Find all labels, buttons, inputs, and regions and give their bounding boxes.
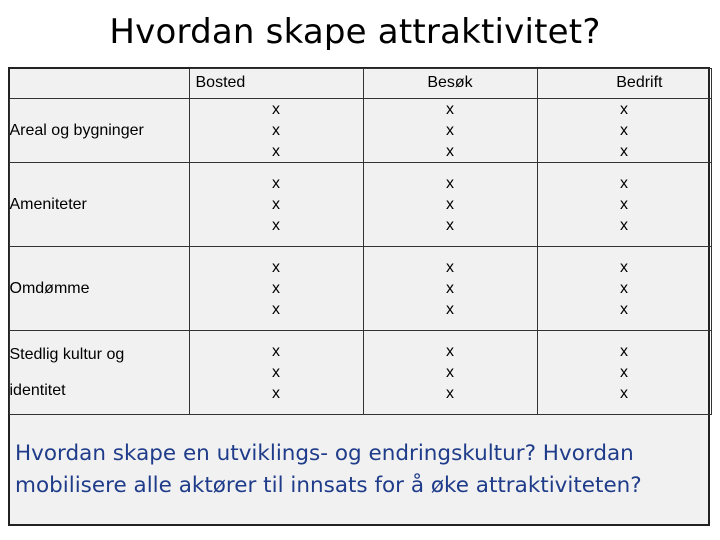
cell-bedrift — [537, 163, 711, 247]
table-row — [9, 331, 711, 415]
x-mark: x — [272, 217, 280, 234]
cell-bosted — [189, 247, 363, 331]
x-mark: x — [446, 217, 454, 234]
x-mark: x — [620, 217, 628, 234]
x-mark: x — [446, 101, 454, 118]
x-mark: x — [272, 343, 280, 360]
cell-besok — [363, 247, 537, 331]
cell-bosted — [189, 163, 363, 247]
cell-besok — [363, 331, 537, 415]
x-mark: x — [272, 122, 280, 139]
header-corner-cell — [9, 68, 189, 99]
x-mark: x — [620, 259, 628, 276]
x-mark: x — [272, 364, 280, 381]
table-row — [9, 247, 711, 331]
x-mark: x — [446, 143, 454, 160]
x-mark: x — [272, 143, 280, 160]
row-label-ameniteter: Ameniteter — [9, 163, 189, 247]
cell-bosted — [189, 99, 363, 163]
column-header-bosted: Bosted — [189, 68, 363, 99]
row-label-stedlig-kultur — [9, 331, 189, 415]
x-mark: x — [446, 122, 454, 139]
x-mark: x — [620, 196, 628, 213]
row-label-line: identitet — [9, 381, 66, 399]
x-mark: x — [620, 143, 628, 160]
mobilization-question: Hvordan skape en utviklings- og endringskultur? Hvordan mobilisere alle aktører til innsats for å øke attraktiviteten? — [15, 441, 642, 498]
x-mark: x — [620, 301, 628, 318]
table-header-row — [9, 68, 711, 99]
x-mark: x — [446, 196, 454, 213]
x-mark: x — [620, 385, 628, 402]
row-label-areal: Areal og bygninger — [9, 99, 189, 163]
x-mark: x — [272, 280, 280, 297]
x-mark: x — [446, 343, 454, 360]
x-mark: x — [272, 385, 280, 402]
x-mark: x — [620, 364, 628, 381]
x-mark: x — [446, 280, 454, 297]
x-mark: x — [620, 343, 628, 360]
table-row — [9, 99, 711, 163]
cell-besok — [363, 163, 537, 247]
x-mark: x — [272, 175, 280, 192]
cell-besok — [363, 99, 537, 163]
column-header-besok: Besøk — [363, 68, 537, 99]
x-mark: x — [620, 122, 628, 139]
x-mark: x — [446, 301, 454, 318]
x-mark: x — [446, 385, 454, 402]
x-mark: x — [620, 280, 628, 297]
x-mark: x — [446, 175, 454, 192]
attractiveness-table — [8, 67, 712, 415]
x-mark: x — [272, 196, 280, 213]
x-mark: x — [272, 101, 280, 118]
x-mark: x — [620, 101, 628, 118]
row-label-line: Stedlig kultur og — [9, 345, 125, 363]
x-mark: x — [272, 301, 280, 318]
cell-bedrift — [537, 99, 711, 163]
slide-title: Hvordan skape attraktivitet? — [109, 12, 601, 52]
cell-bedrift — [537, 247, 711, 331]
x-mark: x — [272, 259, 280, 276]
x-mark: x — [446, 364, 454, 381]
x-mark: x — [446, 259, 454, 276]
cell-bedrift — [537, 331, 711, 415]
cell-bosted — [189, 331, 363, 415]
row-label-omdomme: Omdømme — [9, 247, 189, 331]
table-row — [9, 163, 711, 247]
column-header-bedrift: Bedrift — [537, 68, 711, 99]
x-mark: x — [620, 175, 628, 192]
